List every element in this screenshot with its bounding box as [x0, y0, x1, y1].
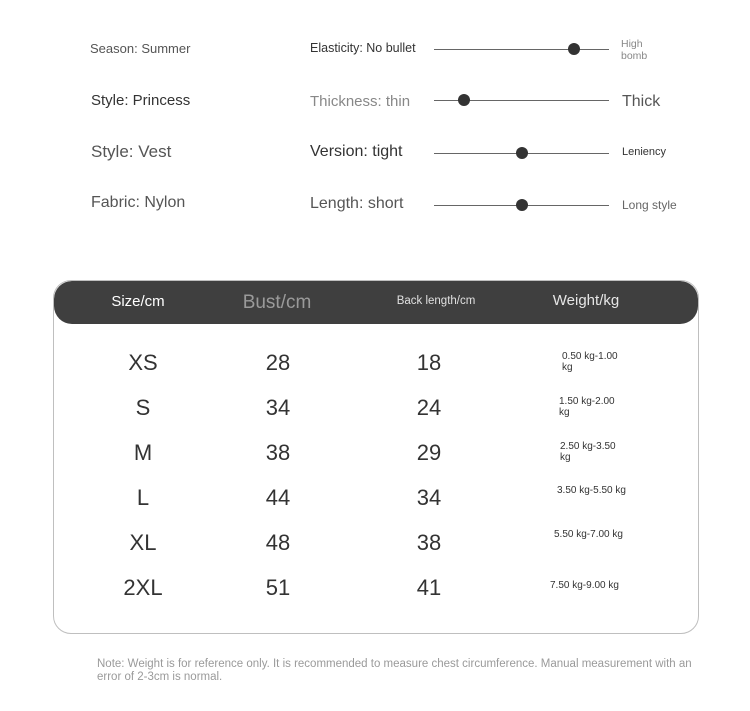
size-table-header [54, 281, 698, 324]
scale-label-elasticity: Elasticity: No bullet [310, 41, 416, 55]
scale-marker-elasticity [568, 43, 580, 55]
table-row-size: M [133, 440, 153, 465]
table-row-bust: 44 [265, 485, 291, 510]
table-row-size: 2XL [123, 575, 163, 600]
scale-marker-length [516, 199, 528, 211]
scale-label-length: Length: short [310, 195, 404, 212]
table-row-bust: 38 [265, 440, 291, 465]
scale-right-thickness: Thick [622, 93, 661, 110]
table-row-bust: 51 [265, 575, 291, 600]
table-row-back: 34 [416, 485, 442, 510]
table-row-weight: 5.50 kg-7.00 kg [554, 529, 623, 540]
attr-season: Season: Summer [90, 41, 191, 56]
header-bust: Bust/cm [242, 292, 312, 313]
table-row-weight: 0.50 kg-1.00 kg [562, 351, 618, 373]
scale-label-thickness: Thickness: thin [310, 93, 411, 110]
attr-fabric: Fabric: Nylon [91, 194, 186, 211]
header-weight: Weight/kg [552, 292, 620, 309]
table-row-back: 41 [416, 575, 442, 600]
attr-style-princess: Style: Princess [91, 92, 191, 109]
table-row-bust: 34 [265, 395, 291, 420]
table-row-size: XL [129, 530, 157, 555]
table-row-size: S [135, 395, 151, 420]
size-table [53, 280, 699, 634]
table-row-weight: 3.50 kg-5.50 kg [557, 485, 626, 496]
table-row-weight: 7.50 kg-9.00 kg [550, 580, 619, 591]
table-row-back: 24 [416, 395, 442, 420]
table-row-bust: 28 [265, 350, 291, 375]
scale-label-version: Version: tight [310, 143, 403, 160]
table-row-weight: 2.50 kg-3.50 kg [560, 441, 616, 463]
table-row-back: 18 [416, 350, 442, 375]
scale-marker-version [516, 147, 528, 159]
header-back-length: Back length/cm [396, 295, 476, 307]
table-row-back: 38 [416, 530, 442, 555]
table-row-weight: 1.50 kg-2.00 kg [559, 396, 615, 418]
table-row-bust: 48 [265, 530, 291, 555]
table-row-back: 29 [416, 440, 442, 465]
scale-right-elasticity: High bomb [621, 38, 648, 62]
scale-marker-thickness [458, 94, 470, 106]
scale-track-elasticity [434, 49, 609, 50]
scale-right-version: Leniency [622, 146, 667, 158]
table-row-size: L [136, 485, 150, 510]
attr-style-vest: Style: Vest [91, 142, 172, 161]
table-row-size: XS [128, 350, 158, 375]
scale-right-length: Long style [622, 198, 677, 212]
header-size: Size/cm [111, 293, 165, 310]
size-note: Note: Weight is for reference only. It is recommended to measure chest circumference. Manual measurement with an error of 2-3cm is normal. [97, 658, 692, 683]
